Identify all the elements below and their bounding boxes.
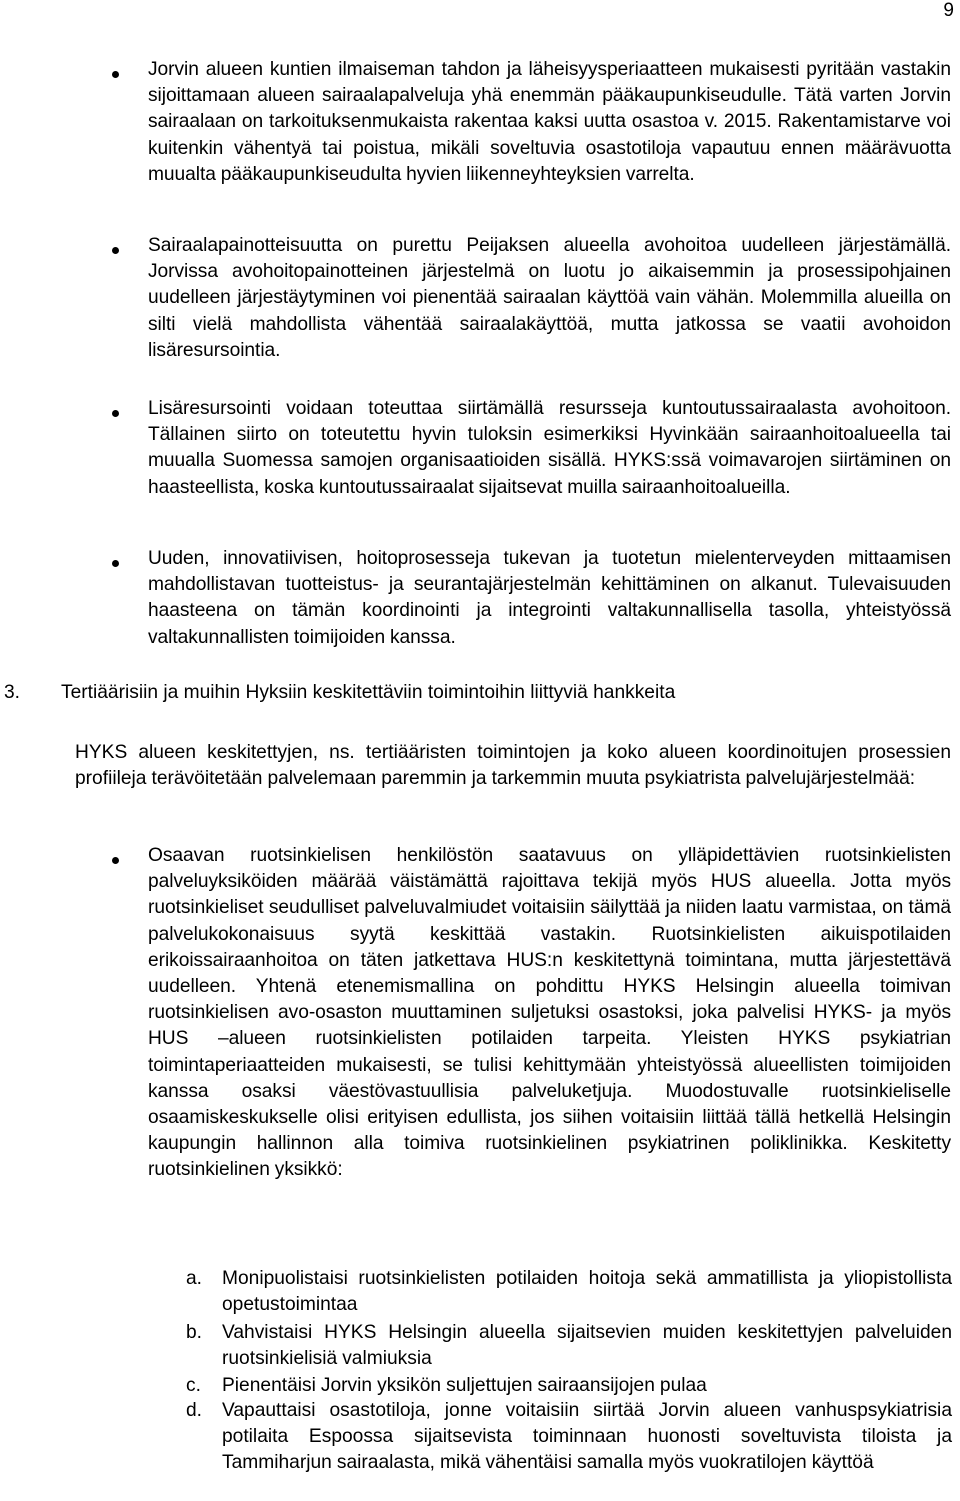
sub-item-letter: a. xyxy=(186,1268,203,1289)
page-number: 9 xyxy=(943,0,954,21)
sub-item-text: Vahvistaisi HYKS Helsingin alueella sijaitsevien muiden keskitettyjen palveluiden ruotsinkielisiä valmiuksia xyxy=(222,1322,952,1370)
bullet-paragraph: Lisäresursointi voidaan toteuttaa siirtämällä resursseja kuntoutussairaalasta avohoitoon. Tällainen siirto on toteutettu hyvin tuloksin esimerkiksi Hyvinkään sairaanhoitoalueella tai muualla Suomessa samojen organisaatioiden sisällä. HYKS:ssä voimavarojen siirtäminen on haasteellista, koska kuntoutussairaalat sijaitsevat muilla sairaanhoitoalueilla. xyxy=(148,398,951,498)
section-title: Tertiäärisiin ja muihin Hyksiin keskitettäviin toimintoihin liittyviä hankkeita xyxy=(61,682,676,703)
bullet-icon xyxy=(112,857,119,864)
bullet-icon xyxy=(112,410,119,417)
sub-item-letter: b. xyxy=(186,1322,203,1343)
sub-item-text: Vapauttaisi osastotiloja, jonne voitaisiin siirtää Jorvin alueen vanhuspsykiatrisia potilaita Espoossa sijaitsevista toiminnaan huonosti soveltuvista tiloista ja Tammiharjun sairaalasta, mikä vähentäisi samalla myös vuokratilojen käyttöä xyxy=(222,1400,952,1474)
sub-item-text: Monipuolistaisi ruotsinkielisten potilaiden hoitoja sekä ammatillista ja yliopistollista opetustoimintaa xyxy=(222,1268,952,1316)
sub-item-letter: d. xyxy=(186,1400,203,1421)
bullet-icon xyxy=(112,71,119,78)
section-number: 3. xyxy=(4,682,21,703)
sub-item-letter: c. xyxy=(186,1375,201,1396)
sub-item-text: Pienentäisi Jorvin yksikön suljettujen sairaansijojen pulaa xyxy=(222,1375,707,1396)
bullet-paragraph: Jorvin alueen kuntien ilmaiseman tahdon ja läheisyysperiaatteen mukaisesti pyritään vastakin sijoittamaan alueen sairaalapalveluja yhä enemmän pääkaupunkiseudulle. Tätä varten Jorvin sairaalaan on tarkoituksenmukaista rakentaa kaksi uutta osastoa v. 2015. Rakentamistarve voi kuitenkin vähentyä tai poistua, mikäli soveltuvia osastotiloja vapautuu ennen määrävuotta muualta pääkaupunkiseudulta hyvien liikenneyhteyksien varrelta. xyxy=(148,59,951,185)
intro-paragraph: HYKS alueen keskitettyjen, ns. tertiääristen toimintojen ja koko alueen koordinoitujen prosessien profiileja terävöitetään palvelemaan paremmin ja tarkemmin muuta psykiatrista palvelujärjestelmää: xyxy=(75,742,951,790)
bullet-icon xyxy=(112,560,119,567)
bullet-icon xyxy=(112,247,119,254)
bullet-paragraph: Sairaalapainotteisuutta on purettu Peijaksen alueella avohoitoa uudelleen järjestämällä. Jorvissa avohoitopainotteinen järjestelmä on luotu jo aikaisemmin ja prosessipohjainen uudelleen järjestäytyminen voi pienentää sairaalan käyttöä vain vähän. Molemmilla alueilla on silti vielä mahdollista vähentää sairaalakäyttöä, mutta jatkossa se vaatii avohoidon lisäresursointia. xyxy=(148,235,951,361)
bullet-paragraph: Uuden, innovatiivisen, hoitoprosesseja tukevan ja tuotetun mielenterveyden mittaamisen mahdollistavan tuotteistus- ja seurantajärjestelmän kehittäminen on alkanut. Tulevaisuuden haasteena on tämän koordinointi ja integrointi valtakunnallisella tasolla, yhteistyössä valtakunnallisten toimijoiden kanssa. xyxy=(148,548,951,648)
bullet-paragraph: Osaavan ruotsinkielisen henkilöstön saatavuus on ylläpidettävien ruotsinkielisten palveluyksiköiden määrää väistämättä rajoittava tekijä myös HUS alueella. Jotta myös ruotsinkieliset seudulliset palveluvalmiudet voitaisiin säilyttää ja niiden laatu varmistaa, on tämä palvelukokonaisuus syytä keskittää vastakin. Ruotsinkielisten aikuispotilaiden erikoissairaanhoitoa on täten jatkettava HUS:n keskitettynä toimintana, mutta järjestettävä uudelleen. Yhtenä etenemismallina on pohdittu HYKS Helsingin alueella toimivan ruotsinkielisen avo-osaston muuttaminen suljetuksi osastoksi, joka palvelisi HYKS- ja myös HUS –alueen ruotsinkielisten potilaiden tarpeita. Yleisten HYKS psykiatrian toimintaperiaatteiden mukaisesti, se tulisi kehittymään yhteistyössä alueellisten toimijoiden kanssa osaksi väestövastuullisia palveluketjuja. Muodostuvalle ruotsinkieliselle osaamiskeskukselle olisi erityisen edullista, jos siihen voitaisiin liittää tällä hetkellä Helsingin kaupungin hallinnon alla toimiva ruotsinkielinen psykiatrinen poliklinikka. Keskitetty ruotsinkielinen yksikkö: xyxy=(148,845,951,1181)
